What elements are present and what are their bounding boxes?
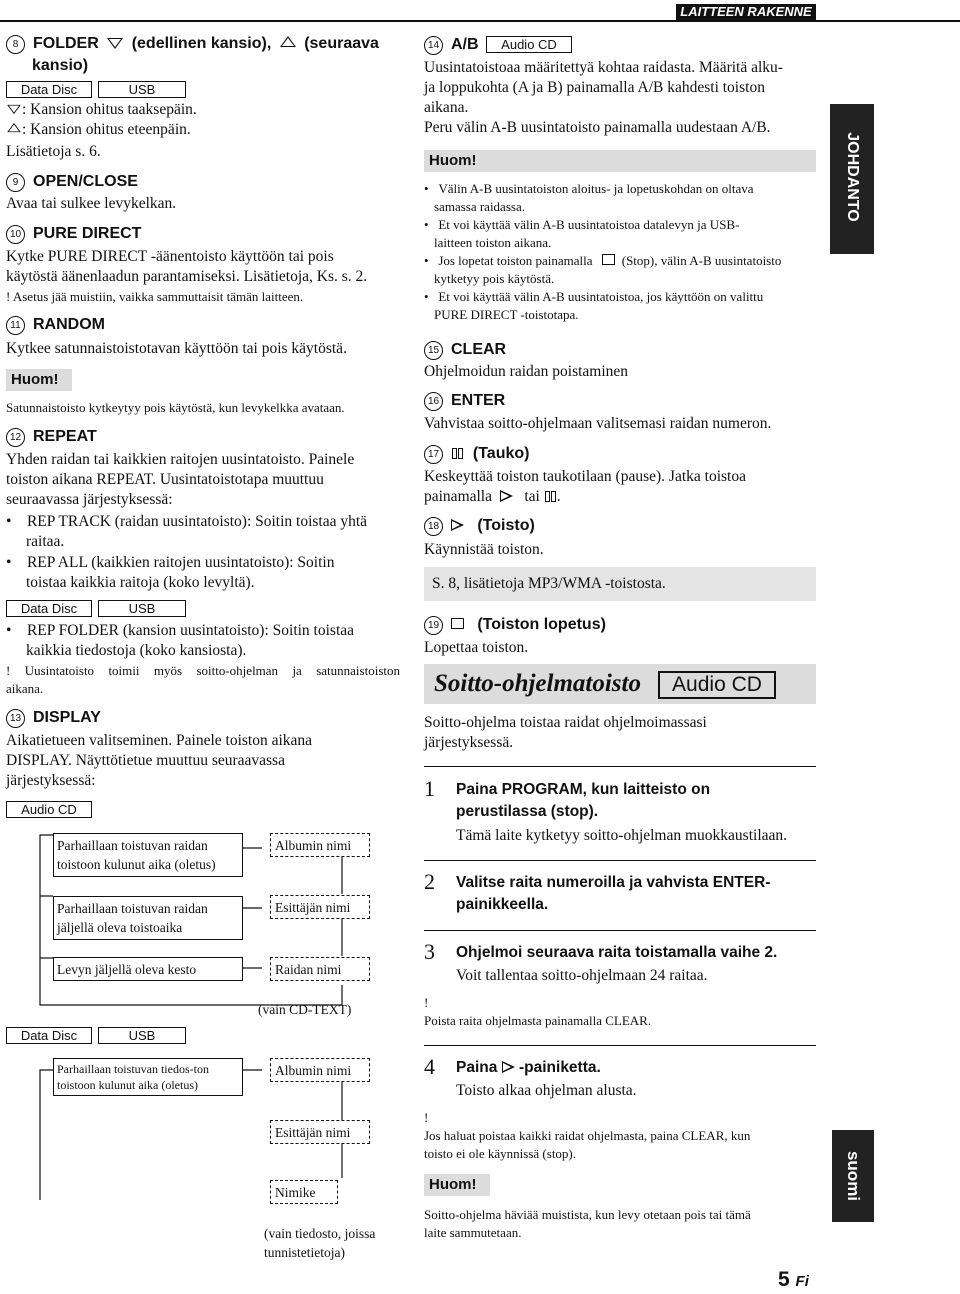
stop-icon [451, 618, 464, 629]
pause-icon [451, 448, 464, 459]
play-icon [502, 1061, 515, 1073]
repeat-bullet-all: • REP ALL (kaikkien raitojen uusintatoisto): Soitin toistaa kaikkia raitoja (koko levyltä). [6, 554, 335, 591]
repeat-bullet-track: • REP TRACK (raidan uusintatoisto): Soitin toistaa yhtä raitaa. [6, 513, 368, 550]
step-rule-2 [424, 860, 816, 861]
random-note: Satunnaistoisto kytkeytyy pois käytöstä, kun levykelkka avataan. [6, 400, 345, 415]
play-icon [451, 519, 464, 531]
enter-text: Vahvistaa soitto-ohjelmaan valitsemasi raidan numeron. [424, 415, 772, 432]
step-4-text: Toisto alkaa ohjelman alusta. [456, 1082, 637, 1099]
audio-cd-tag: Audio CD [486, 36, 572, 53]
repeat-heading: 12 REPEAT [6, 427, 97, 447]
folder-heading: 8 FOLDER (edellinen kansio), (seuraava [6, 34, 406, 54]
step-2-heading: Valitse raita numeroilla ja vahvista ENTER- painikkeella. [456, 874, 771, 913]
cd-text-note: (vain CD-TEXT) [258, 1002, 352, 1017]
program-note: Soitto-ohjelma häviää muistista, kun levy otetaan pois tai tämä laite sammutetaan. [424, 1207, 751, 1240]
data-artist-box: Esittäjän nimi [270, 1120, 370, 1144]
folder-down-icon [7, 105, 21, 114]
usb-tag: USB [98, 1027, 186, 1044]
step-4-note: ! Jos haluat poistaa kaikki raidat ohjelmasta, paina CLEAR, kun toisto ei ole käynnissä (stop). [424, 1110, 751, 1161]
folder-up-icon [7, 123, 21, 132]
cd-elapsed-box: Parhaillaan toistuvan raidan toistoon kulunut aika (oletus) [53, 833, 243, 877]
usb-tag: USB [98, 81, 186, 98]
step-3-number: 3 [424, 939, 435, 964]
stop-icon [602, 254, 615, 265]
display-heading: 13 DISPLAY [6, 708, 101, 728]
open-close-heading: 9 OPEN/CLOSE [6, 172, 138, 192]
pure-direct-note: ! Asetus jää muistiin, vaikka sammuttaisit tämän laitteen. [6, 289, 304, 304]
clear-heading: 15 CLEAR [424, 340, 506, 360]
ab-notes: • Välin A-B uusintatoiston aloitus- ja lopetuskohdan on oltava samassa raidassa. • Et voi käyttää välin A-B uusintatoistoa datalevyn ja USB- laitteen toiston aikana. • Jos lopetat toiston painamalla (Stop), välin A-B uusintatoisto kytketyy pois käytöstä. • Et voi käyttää välin A-B uusintatoistoa, jos käyttöön on valittu PURE DIRECT -toistotapa. [424, 181, 782, 322]
data-album-box: Albumin nimi [270, 1058, 370, 1082]
item-number-8: 8 [6, 35, 25, 54]
folder-down-icon [107, 38, 123, 49]
display-text: Aikatietueen valitseminen. Painele toiston aikana DISPLAY. Näyttötietue muuttuu seuraavassa järjestyksessä: [6, 732, 313, 789]
cd-album-box: Albumin nimi [270, 833, 370, 857]
step-3-text: Voit tallentaa soitto-ohjelmaan 24 raitaa. [456, 967, 708, 984]
folder-back-text: : Kansion ohitus taaksepäin. [6, 100, 197, 120]
chapter-tab-label: JOHDANTO [844, 132, 861, 222]
random-heading: 11 RANDOM [6, 315, 105, 335]
clear-text: Ohjelmoidun raidan poistaminen [424, 363, 629, 380]
step-rule-4 [424, 1045, 816, 1046]
data-disc-tag: Data Disc [6, 81, 92, 98]
enter-heading: 16 ENTER [424, 391, 505, 411]
program-note-label: Huom! [424, 1174, 490, 1196]
step-2-number: 2 [424, 869, 435, 894]
repeat-text: Yhden raidan tai kaikkien raitojen uusintatoisto. Painele toiston aikana REPEAT. Uusintatoistotapa muuttuu seuraavassa järjestyksessä: [6, 451, 355, 508]
page-number: 5 Fi [778, 1268, 809, 1291]
play-heading: 18 (Toisto) [424, 516, 535, 536]
step-4-number: 4 [424, 1054, 435, 1079]
data-disc-tag: Data Disc [6, 1027, 92, 1044]
program-intro: Soitto-ohjelma toistaa raidat ohjelmoimassasi järjestyksessä. [424, 714, 707, 751]
play-ref: S. 8, lisätietoja MP3/WMA -toistosta. [424, 567, 816, 601]
usb-tag: USB [98, 600, 186, 617]
repeat-note: ! Uusintatoisto toimii myös soitto-ohjelman ja satunnaistoiston aikana. [6, 663, 400, 696]
step-rule-1 [424, 766, 816, 767]
stop-text: Lopettaa toiston. [424, 639, 529, 656]
language-tab-label: suomi [844, 1150, 863, 1202]
program-title: Soitto-ohjelmatoisto [434, 670, 641, 697]
ab-heading: 14 A/B [424, 35, 479, 55]
pause-text: Keskeyttää toiston taukotilaan (pause). Jatka toistoa painamalla tai . [424, 468, 746, 505]
data-title-box: Nimike [270, 1180, 338, 1204]
open-close-text: Avaa tai sulkee levykelkan. [6, 195, 177, 212]
folder-forward-text: : Kansion ohitus eteenpäin. [6, 120, 191, 140]
stop-heading: 19 (Toiston lopetus) [424, 615, 606, 635]
step-1-number: 1 [424, 776, 435, 801]
random-text: Kytkee satunnaistoistotavan käyttöön tai pois käytöstä. [6, 340, 347, 357]
folder-up-icon [280, 36, 296, 47]
play-icon [500, 490, 513, 502]
cd-track-box: Raidan nimi [270, 957, 370, 981]
ab-note-label: Huom! [424, 150, 816, 172]
data-tag-note: (vain tiedosto, joissa tunnistetietoja) [264, 1226, 376, 1260]
section-header: LAITTEEN RAKENNE [676, 4, 816, 20]
pure-direct-text: Kytke PURE DIRECT -äänentoisto käyttöön tai pois käytöstä äänenlaadun parantamiseksi. Lisätietoja, Ks. s. 2. [6, 248, 368, 285]
cd-disc-remaining-box: Levyn jäljellä oleva kesto [53, 957, 243, 981]
step-1-text: Tämä laite kytketyy soitto-ohjelman muokkaustilaan. [456, 827, 788, 844]
audio-cd-tag: Audio CD [6, 801, 92, 818]
random-note-label: Huom! [6, 369, 72, 391]
folder-heading-cont: kansio) [32, 57, 89, 74]
step-4-heading: Paina -painiketta. [456, 1059, 601, 1076]
step-rule-3 [424, 930, 816, 931]
header-rule [0, 20, 960, 22]
program-audio-cd-tag: Audio CD [658, 671, 776, 699]
cd-artist-box: Esittäjän nimi [270, 895, 370, 919]
play-text: Käynnistää toiston. [424, 541, 544, 558]
data-elapsed-box: Parhaillaan toistuvan tiedos-ton toistoon kulunut aika (oletus) [53, 1058, 243, 1096]
pause-heading: 17 (Tauko) [424, 444, 529, 464]
repeat-bullet-folder: • REP FOLDER (kansion uusintatoisto): Soitin toistaa kaikkia tiedostoja (koko kansiosta). [6, 622, 355, 659]
step-3-heading: Ohjelmoi seuraava raita toistamalla vaihe 2. [456, 944, 778, 961]
ab-text: Uusintatoistoaa määritettyä kohtaa raidasta. Määritä alku- ja loppukohta (A ja B) painamalla A/B kahdesti toiston aikana. Peru välin A-B uusintatoisto painamalla uudestaan A/B. [424, 59, 783, 136]
cd-remaining-box: Parhaillaan toistuvan raidan jäljellä oleva toistoaika [53, 896, 243, 940]
folder-ref-text: Lisätietoja s. 6. [6, 143, 101, 160]
step-3-note: ! Poista raita ohjelmasta painamalla CLEAR. [424, 995, 652, 1028]
pause-icon [544, 491, 557, 502]
data-disc-tag: Data Disc [6, 600, 92, 617]
step-1-heading: Paina PROGRAM, kun laitteisto on perustilassa (stop). [456, 781, 711, 820]
pure-direct-heading: 10 PURE DIRECT [6, 224, 141, 244]
